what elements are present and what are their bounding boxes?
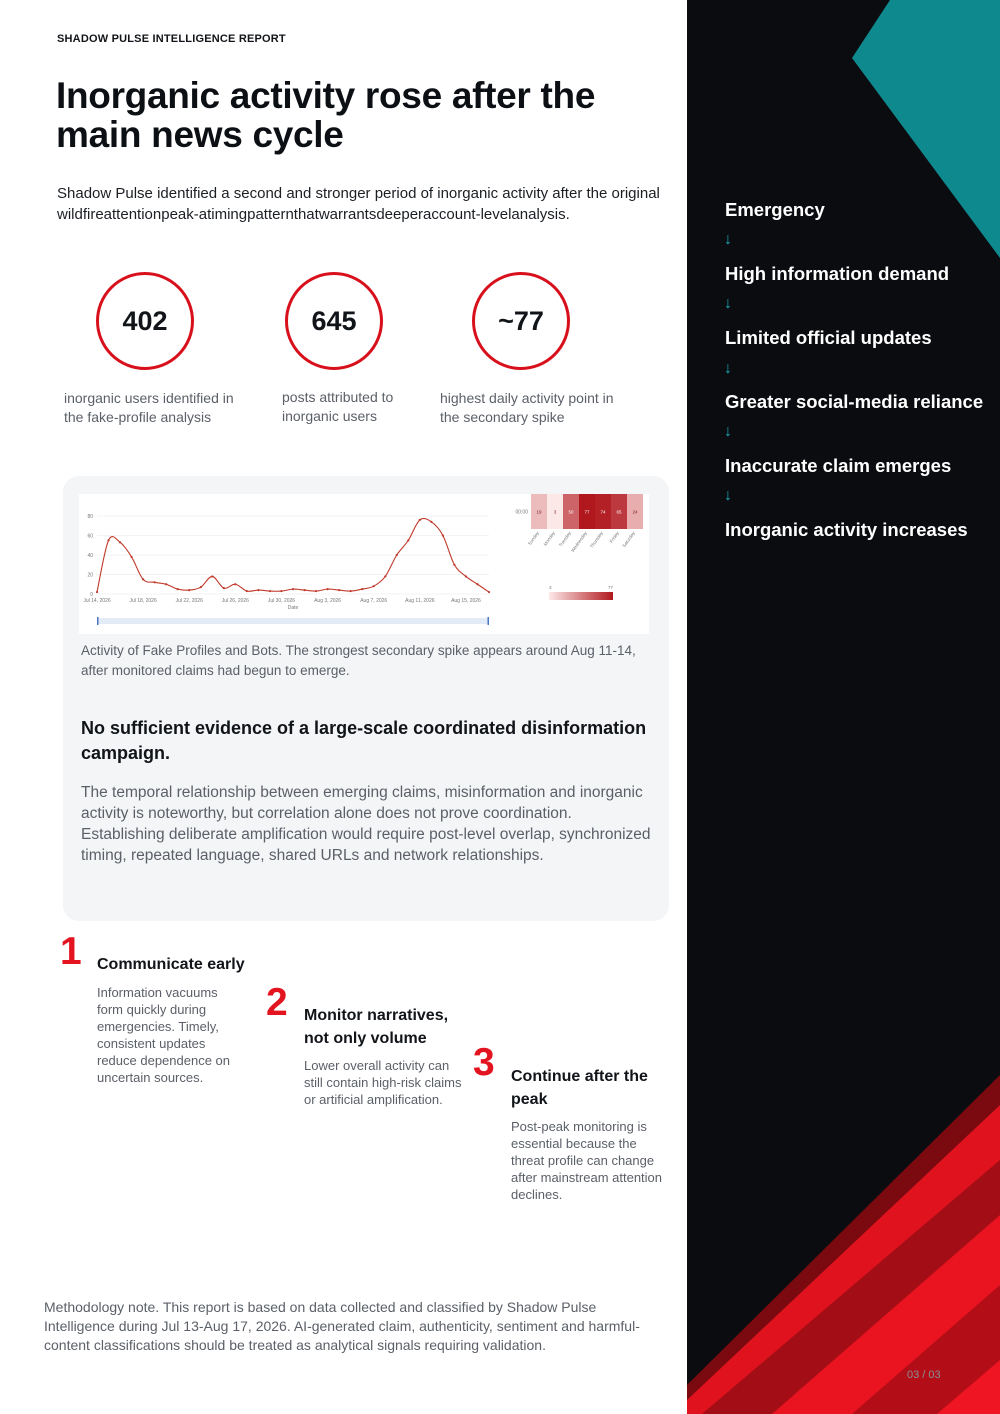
activity-line-chart — [79, 494, 499, 634]
recommendation-title-2: Monitor narratives, not only volume — [304, 1007, 449, 1047]
data-point — [396, 554, 398, 556]
flow-step-4: Greater social-media reliance — [725, 391, 984, 412]
heatmap-row-label: 00:00 — [515, 509, 528, 516]
data-point — [488, 591, 490, 593]
arrow-down-icon: ↓ — [724, 295, 732, 312]
arrow-down-icon: ↓ — [724, 423, 732, 440]
data-point — [350, 590, 352, 592]
data-point — [407, 539, 409, 541]
data-point — [453, 564, 455, 566]
x-tick-label: Jul 14, 2026 — [83, 598, 111, 604]
y-tick-label: 40 — [87, 553, 93, 559]
x-tick-label: Jul 26, 2026 — [221, 598, 249, 604]
data-point — [419, 519, 421, 521]
data-point — [303, 589, 305, 591]
heatmap-column-label: Sunday — [526, 530, 540, 547]
data-point — [154, 581, 156, 583]
x-axis-label: Date — [287, 605, 299, 611]
data-point — [177, 588, 179, 590]
chart-caption: Activity of Fake Profiles and Bots. The strongest secondary spike appears around Aug 11-14, after monitored claims had begun to emerge. — [81, 643, 636, 678]
arrow-down-icon: ↓ — [724, 487, 732, 504]
data-point — [280, 590, 282, 592]
data-point — [165, 583, 167, 585]
page-title — [56, 76, 656, 154]
report-label: SHADOW PULSE INTELLIGENCE REPORT — [57, 33, 286, 45]
stat-label-posts: posts attributed to inorganic users — [282, 389, 394, 424]
heatmap-column-label: Saturday — [621, 530, 636, 549]
recommendation-number-1: 1 — [60, 930, 82, 973]
heatmap-column-label: Tuesday — [557, 530, 572, 548]
x-tick-label: Aug 7, 2026 — [360, 598, 388, 604]
heatmap-column-label: Monday — [542, 530, 556, 547]
data-point — [142, 578, 144, 580]
data-point — [130, 556, 132, 558]
data-point — [326, 588, 328, 590]
x-tick-label: Aug 11, 2026 — [405, 598, 435, 604]
range-slider-handle — [488, 617, 490, 625]
stat-label-users: inorganic users identified in the fake-profile analysis — [64, 390, 234, 425]
data-point — [292, 588, 294, 590]
range-slider-handle — [97, 617, 99, 625]
flow-step-5: Inaccurate claim emerges — [725, 455, 952, 476]
data-point — [200, 586, 202, 588]
heatmap-cell-value: 19 — [536, 509, 542, 515]
data-point — [246, 590, 248, 592]
recommendation-body-3: Post-peak monitoring is essential because the threat profile can change after mainstream attention declines. — [511, 1119, 663, 1202]
data-point — [223, 587, 225, 589]
y-tick-label: 80 — [87, 514, 93, 520]
stat-label-peak: highest daily activity point in the secondary spike — [440, 390, 614, 425]
weekday-heatmap — [499, 494, 649, 634]
x-tick-label: Jul 22, 2026 — [175, 598, 203, 604]
flow-step-1: Emergency — [725, 199, 825, 220]
recommendation-body-2: Lower overall activity can still contain high-risk claims or artificial amplification. — [304, 1058, 462, 1107]
recommendation-title-1: Communicate early — [97, 956, 245, 973]
stat-circle-posts: 645 — [285, 272, 383, 370]
y-tick-label: 60 — [87, 533, 93, 540]
page-number: 03 / 03 — [907, 1369, 941, 1381]
heatmap-cell-value: 65 — [616, 509, 622, 515]
x-tick-label: Aug 3, 2026 — [314, 598, 342, 604]
heatmap-cell-value: 77 — [584, 509, 590, 515]
recommendation-number-2: 2 — [266, 981, 288, 1024]
evidence-body: The temporal relationship between emerging claims, misinformation and inorganic activity is noteworthy, but correlation alone does not prove coordination. Establishing deliberate amplification would require post-level overlap, synchronized timing, repeated language, shared URLs and network relationships. — [81, 784, 651, 864]
x-tick-label: Jul 18, 2026 — [129, 598, 157, 604]
data-point — [476, 583, 478, 585]
data-point — [465, 575, 467, 577]
data-point — [211, 575, 213, 577]
data-point — [188, 589, 190, 591]
x-tick-label: Aug 15, 2026 — [451, 598, 481, 604]
flow-step-3: Limited official updates — [725, 327, 932, 348]
heatmap-scale-bar — [549, 592, 613, 600]
arrow-down-icon: ↓ — [724, 360, 732, 377]
data-point — [107, 539, 109, 541]
flow-side-panel — [687, 0, 1000, 1414]
data-point — [373, 585, 375, 587]
heatmap-column-label: Thursday — [588, 530, 604, 549]
flow-step-2: High information demand — [725, 263, 950, 284]
page-title-line-1: Inorganic activity rose after the — [56, 75, 596, 116]
activity-chart-panel — [79, 494, 649, 634]
data-point — [257, 589, 259, 591]
data-point — [234, 583, 236, 585]
heatmap-column-label: Friday — [608, 530, 620, 544]
evidence-heading: No sufficient evidence of a large-scale coordinated disinformation campaign. — [81, 718, 647, 763]
data-point — [430, 521, 432, 523]
data-point — [338, 589, 340, 591]
data-point — [96, 591, 98, 593]
stat-circle-users: 402 — [96, 272, 194, 370]
data-point — [384, 575, 386, 577]
recommendation-body-1: Information vacuums form quickly during emergencies. Timely, consistent updates reduce dependence on uncertain sources. — [97, 985, 231, 1085]
heatmap-cell-value: 24 — [632, 509, 638, 515]
y-tick-label: 20 — [87, 572, 93, 579]
heatmap-cell-value: 74 — [600, 509, 606, 515]
heatmap-scale-max: 77 — [607, 585, 613, 590]
stat-circle-peak: ~77 — [472, 272, 570, 370]
range-slider-track — [97, 618, 489, 624]
page-title-line-2: main news cycle — [56, 114, 344, 155]
heatmap-scale-min: 3 — [549, 585, 552, 590]
data-point — [119, 541, 121, 543]
methodology-note: Methodology note. This report is based on data collected and classified by Shadow Pulse Intelligence during Jul 13-Aug 17, 2026. AI-generated claim, authenticity, sentiment and harmful-content classifications should be treated as analytical signals requiring validation. — [44, 1299, 640, 1353]
arrow-down-icon: ↓ — [724, 231, 732, 248]
data-point — [361, 588, 363, 590]
heatmap-cell-value: 50 — [568, 509, 574, 515]
intro-paragraph: Shadow Pulse identified a second and stronger period of inorganic activity after the original wildfireattentionpeak-atimingpatternthatwarrantsdeeperaccount-levelanalysis. — [57, 185, 660, 223]
x-tick-label: Jul 30, 2026 — [267, 598, 296, 604]
data-point — [269, 590, 271, 592]
data-point — [442, 534, 444, 536]
heatmap-cell-value: 3 — [553, 509, 557, 515]
recommendation-title-3: Continue after the peak — [511, 1068, 648, 1108]
evidence-card — [63, 476, 669, 921]
y-tick-label: 0 — [90, 592, 93, 598]
flow-step-6: Inorganic activity increases — [725, 519, 968, 540]
recommendation-number-3: 3 — [473, 1041, 495, 1084]
data-point — [315, 590, 317, 592]
heatmap-column-label: Wednesday — [570, 530, 588, 553]
